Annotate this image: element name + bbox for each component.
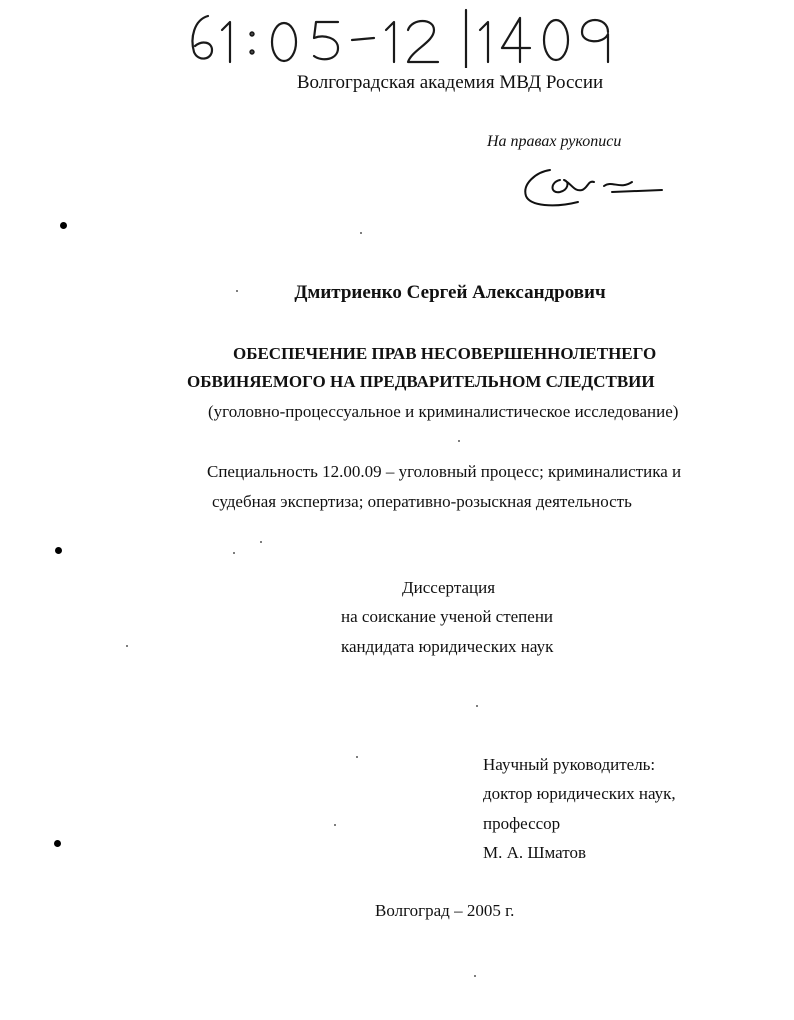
scan-speck xyxy=(476,705,478,707)
advisor-label: Научный руководитель: xyxy=(483,755,656,774)
punch-hole-bottom xyxy=(54,840,61,847)
specialty-line-1: Специальность 12.00.09 – уголовный процесс; криминалистика и xyxy=(207,462,682,481)
scan-speck xyxy=(233,552,235,554)
scan-speck xyxy=(126,645,128,647)
advisor-degree: доктор юридических наук, xyxy=(483,784,676,803)
degree-purpose: на соискание ученой степени xyxy=(341,607,554,626)
institution-name: Волгоградская академия МВД России xyxy=(296,72,604,93)
handwritten-archive-code xyxy=(180,8,630,68)
specialty-line-2: судебная экспертиза; оперативно-розыскная деятельность xyxy=(212,492,632,511)
punch-hole-middle xyxy=(55,547,62,554)
scan-speck xyxy=(236,290,238,292)
advisor-rank: профессор xyxy=(483,814,561,833)
scan-speck xyxy=(474,975,476,977)
punch-hole-top xyxy=(60,222,67,229)
author-name: Дмитриенко Сергей Александрович xyxy=(294,282,606,303)
degree-name: кандидата юридических наук xyxy=(341,637,554,656)
city-year: Волгоград – 2005 г. xyxy=(375,901,515,920)
dissertation-title-line-2: ОБВИНЯЕМОГО НА ПРЕДВАРИТЕЛЬНОМ СЛЕДСТВИИ xyxy=(187,372,655,391)
scan-speck xyxy=(458,440,460,442)
dissertation-subtitle: (уголовно-процессуальное и криминалистическое исследование) xyxy=(208,402,679,421)
scan-speck xyxy=(360,232,362,234)
scan-speck xyxy=(334,824,336,826)
dissertation-title-line-1: ОБЕСПЕЧЕНИЕ ПРАВ НЕСОВЕРШЕННОЛЕТНЕГО xyxy=(233,344,657,363)
advisor-name: М. А. Шматов xyxy=(483,843,587,862)
manuscript-note: На правах рукописи xyxy=(487,133,622,150)
scan-speck xyxy=(260,541,262,543)
dissertation-label: Диссертация xyxy=(402,578,496,597)
scan-speck xyxy=(356,756,358,758)
author-signature xyxy=(520,160,670,215)
